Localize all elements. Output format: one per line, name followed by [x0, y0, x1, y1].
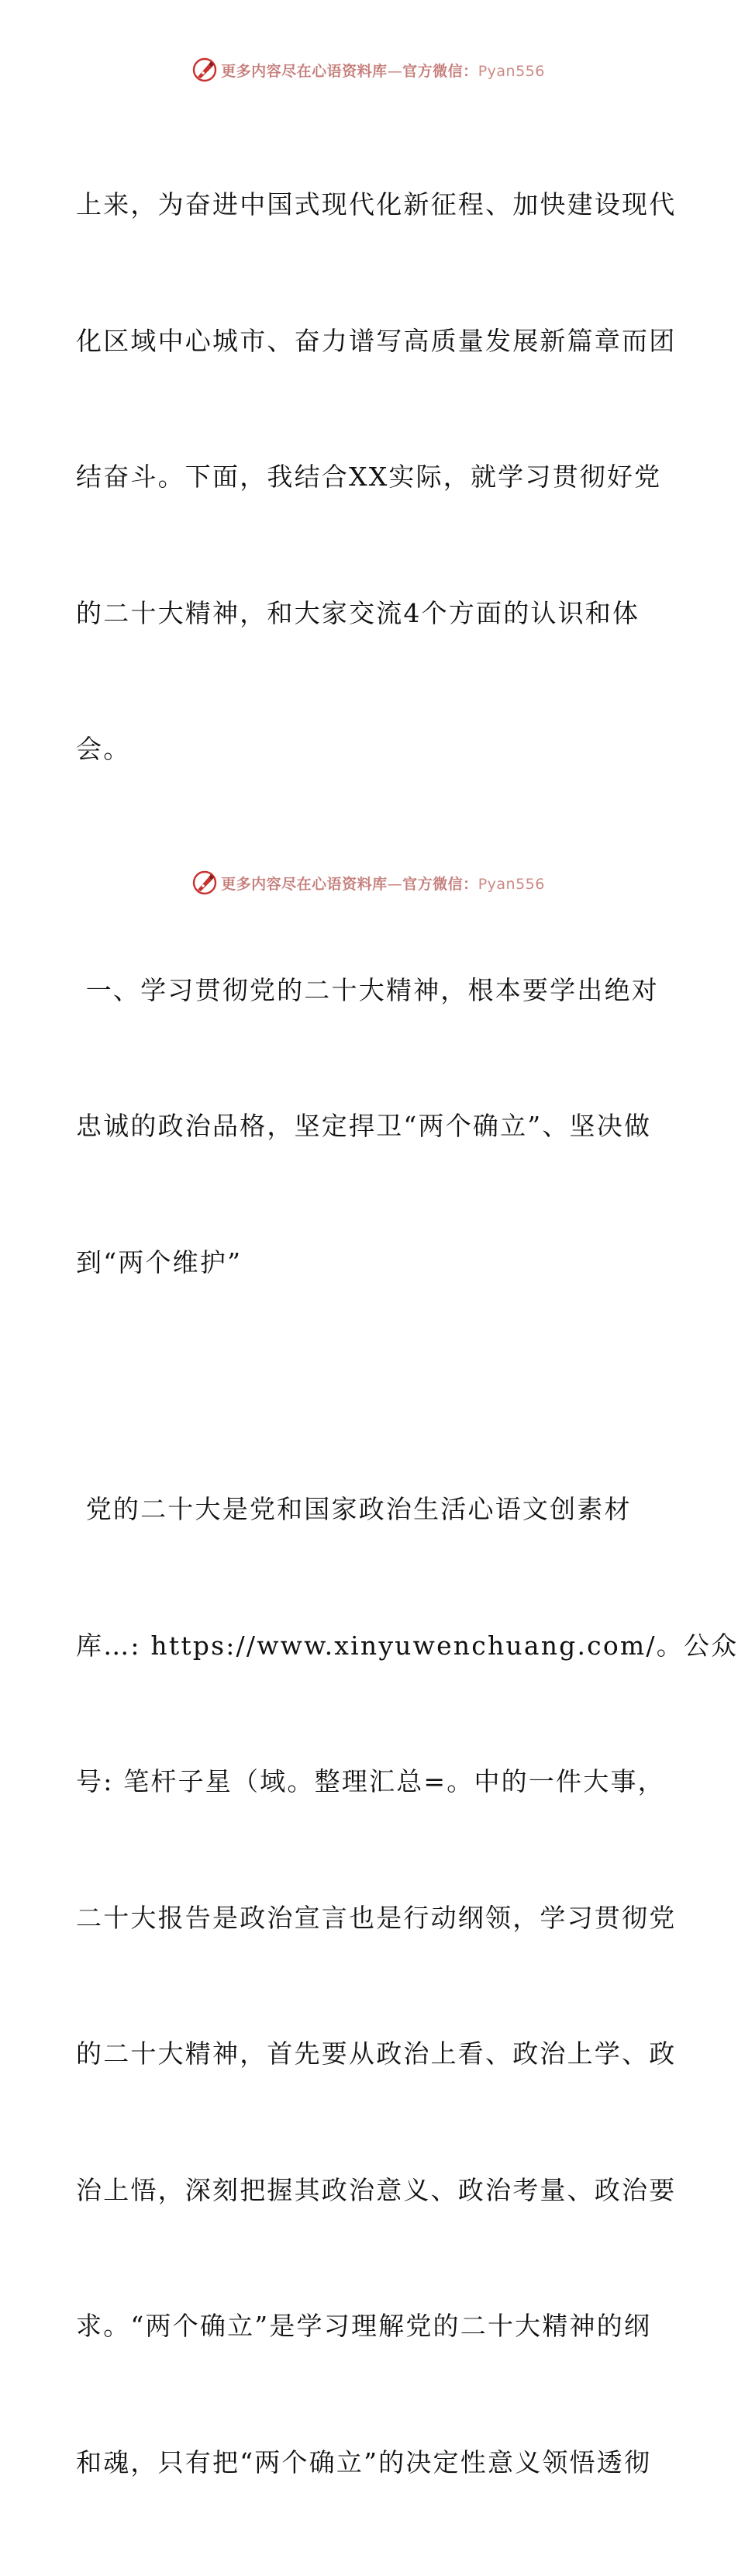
text-line: 上来，为奋进中国式现代化新征程、加快建设现代 [76, 189, 677, 220]
text-line: 的二十大精神，和大家交流4个方面的认识和体 [76, 597, 640, 628]
text-line: 到“两个维护” [76, 1247, 243, 1278]
text-line: 会。 [76, 734, 131, 764]
paragraph-intro [76, 92, 677, 863]
text-line: 库…: https://www.xinyuwenchuang.com/。公众 [76, 1630, 738, 1661]
header-watermark [0, 54, 736, 85]
document-body [76, 92, 738, 2576]
text-line: 二十大报告是政治宣言也是行动纲领，学习贯彻党 [76, 1902, 677, 1933]
text-line: 治上悟，深刻把握其政治意义、政治考量、政治要 [76, 2174, 677, 2205]
watermark-text: 更多内容尽在心语资料库—官方微信：Pyan556 [221, 875, 545, 893]
text-line: 求。“两个确立”是学习理解党的二十大精神的纲 [76, 2311, 652, 2341]
text-line: 号: 笔杆子星（域。整理汇总=。中的一件大事， [76, 1766, 665, 1796]
text-line: 的二十大精神，首先要从政治上看、政治上学、政 [76, 2038, 677, 2069]
section-heading-1 [76, 877, 665, 1377]
text-line: 化区域中心城市、奋力谱写高质量发展新篇章而团 [76, 325, 677, 356]
paragraph-body [76, 1396, 738, 2576]
watermark-text: 更多内容尽在心语资料库—官方微信：Pyan556 [221, 62, 545, 80]
pen-nib-logo-icon [191, 870, 218, 896]
text-line: 党的二十大是党和国家政治生活心语文创素材 [76, 1494, 632, 1524]
text-line: 结奋斗。下面，我结合XX实际，就学习贯彻好党 [76, 462, 662, 492]
footer-watermark [0, 867, 736, 898]
text-line: 一、学习贯彻党的二十大精神，根本要学出绝对 [76, 974, 659, 1005]
text-line: 忠诚的政治品格，坚定捍卫“两个确立”、坚决做 [76, 1111, 652, 1141]
text-line: 和魂，只有把“两个确立”的决定性意义领悟透彻 [76, 2446, 652, 2477]
pen-nib-logo-icon [191, 57, 218, 83]
